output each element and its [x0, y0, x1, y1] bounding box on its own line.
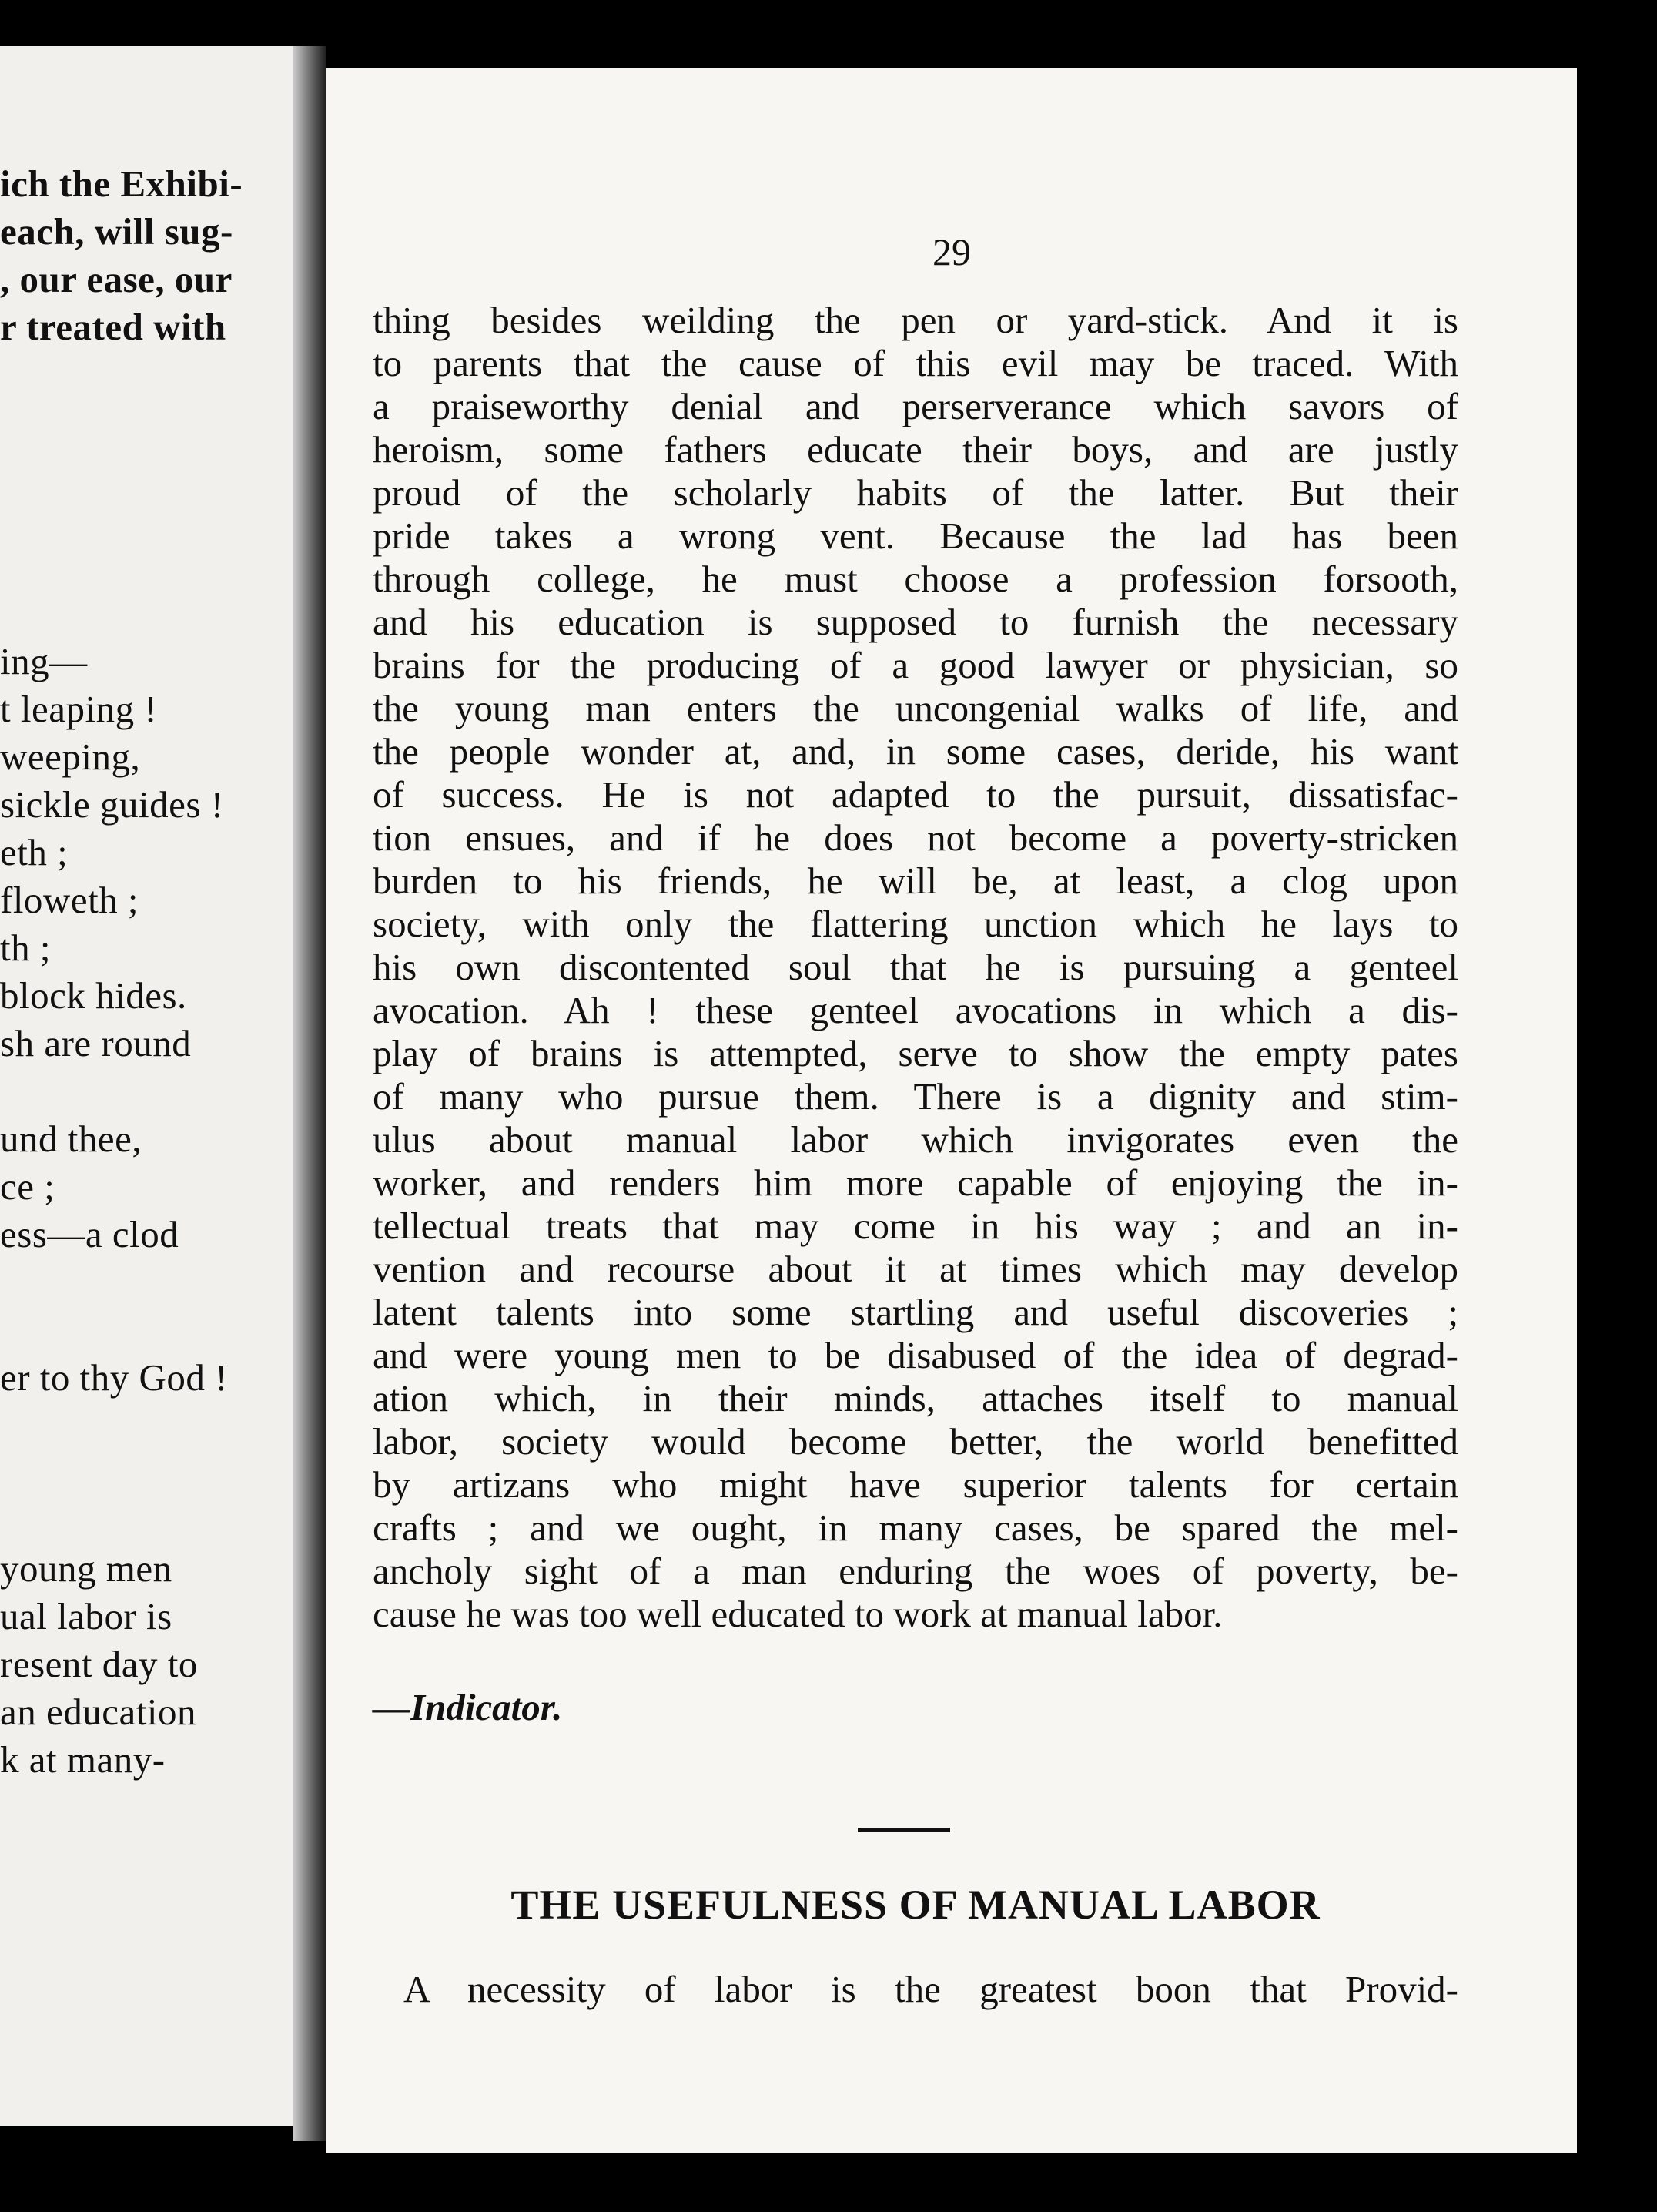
left-page-line: young men: [0, 1547, 172, 1590]
body-paragraph: [373, 299, 1458, 1636]
body-line: ancholy sight of a man enduring the woes of poverty, be-: [373, 1550, 1458, 1592]
left-page-line: , our ease, our: [0, 258, 233, 300]
body-line: to parents that the cause of this evil may be traced. With: [373, 342, 1458, 384]
left-page-line: block hides.: [0, 974, 187, 1017]
body-line: the people wonder at, and, in some cases, deride, his want: [373, 730, 1458, 773]
body-line: society, with only the flattering unction which he lays to: [373, 903, 1458, 945]
left-page-line: ing—: [0, 640, 88, 682]
left-page-line: r treated with: [0, 306, 226, 348]
left-page-line: eth ;: [0, 831, 69, 873]
body-line: tellectual treats that may come in his way ; and an in-: [373, 1205, 1458, 1247]
left-page-line: ich the Exhibi-: [0, 163, 243, 205]
body-line: cause he was too well educated to work at manual labor.: [373, 1593, 1223, 1635]
left-page-line: weeping,: [0, 736, 141, 778]
body-line: and his education is supposed to furnish the necessary: [373, 601, 1458, 643]
left-page-line: er to thy God !: [0, 1356, 228, 1399]
closing-line: A necessity of labor is the greatest boon that Provid-: [403, 1968, 1458, 2010]
body-line: and were young men to be disabused of the idea of degrad-: [373, 1334, 1458, 1376]
body-line: latent talents into some startling and useful discoveries ;: [373, 1291, 1458, 1333]
body-line: through college, he must choose a profession forsooth,: [373, 558, 1458, 600]
left-page-line: k at many-: [0, 1738, 166, 1781]
left-page-line: th ;: [0, 927, 51, 969]
body-line: ulus about manual labor which invigorates even the: [373, 1118, 1458, 1161]
left-page-line: t leaping !: [0, 688, 158, 730]
body-line: heroism, some fathers educate their boys, and are justly: [373, 428, 1458, 471]
left-page-line: floweth ;: [0, 879, 139, 921]
body-line: burden to his friends, he will be, at least, a clog upon: [373, 860, 1458, 902]
body-line: of success. He is not adapted to the pursuit, dissatisfac-: [373, 773, 1458, 816]
section-divider: [858, 1828, 950, 1832]
body-line: avocation. Ah ! these genteel avocations in which a dis-: [373, 989, 1458, 1031]
body-line: play of brains is attempted, serve to show the empty pates: [373, 1032, 1458, 1074]
source-attribution: —Indicator.: [373, 1686, 563, 1728]
left-page-line: each, will sug-: [0, 210, 233, 253]
body-line: the young man enters the uncongenial walks of life, and: [373, 687, 1458, 729]
left-page-line: an education: [0, 1691, 196, 1733]
page: [326, 68, 1577, 2153]
body-line: ation which, in their minds, attaches itself to manual: [373, 1377, 1458, 1419]
left-page-line: sickle guides !: [0, 783, 224, 826]
body-line: tion ensues, and if he does not become a poverty-stricken: [373, 816, 1458, 859]
left-page-line: ess—a clod: [0, 1213, 179, 1255]
body-line: his own discontented soul that he is pursuing a genteel: [373, 946, 1458, 988]
body-line: by artizans who might have superior talents for certain: [373, 1463, 1458, 1506]
left-page-line: ce ;: [0, 1165, 55, 1208]
body-line: of many who pursue them. There is a dignity and stim-: [373, 1075, 1458, 1118]
body-line: labor, society would become better, the world benefitted: [373, 1420, 1458, 1463]
body-line: vention and recourse about it at times which may develop: [373, 1248, 1458, 1290]
body-line: worker, and renders him more capable of enjoying the in-: [373, 1161, 1458, 1204]
section-heading: THE USEFULNESS OF MANUAL LABOR: [510, 1882, 1321, 1928]
left-page-line: resent day to: [0, 1643, 198, 1685]
body-line: brains for the producing of a good lawyer or physician, so: [373, 644, 1458, 686]
left-page-line: ual labor is: [0, 1595, 172, 1637]
page-gutter: [293, 46, 326, 2141]
body-line: thing besides weilding the pen or yard-stick. And it is: [373, 299, 1458, 341]
body-line: pride takes a wrong vent. Because the lad has been: [373, 514, 1458, 557]
left-page-line: sh are round: [0, 1022, 192, 1064]
body-line: crafts ; and we ought, in many cases, be spared the mel-: [373, 1507, 1458, 1549]
page-number: 29: [932, 230, 971, 273]
body-line: proud of the scholarly habits of the latter. But their: [373, 471, 1458, 514]
body-line: a praiseworthy denial and perserverance which savors of: [373, 385, 1458, 427]
previous-page: [0, 46, 323, 2126]
left-page-line: und thee,: [0, 1118, 142, 1160]
